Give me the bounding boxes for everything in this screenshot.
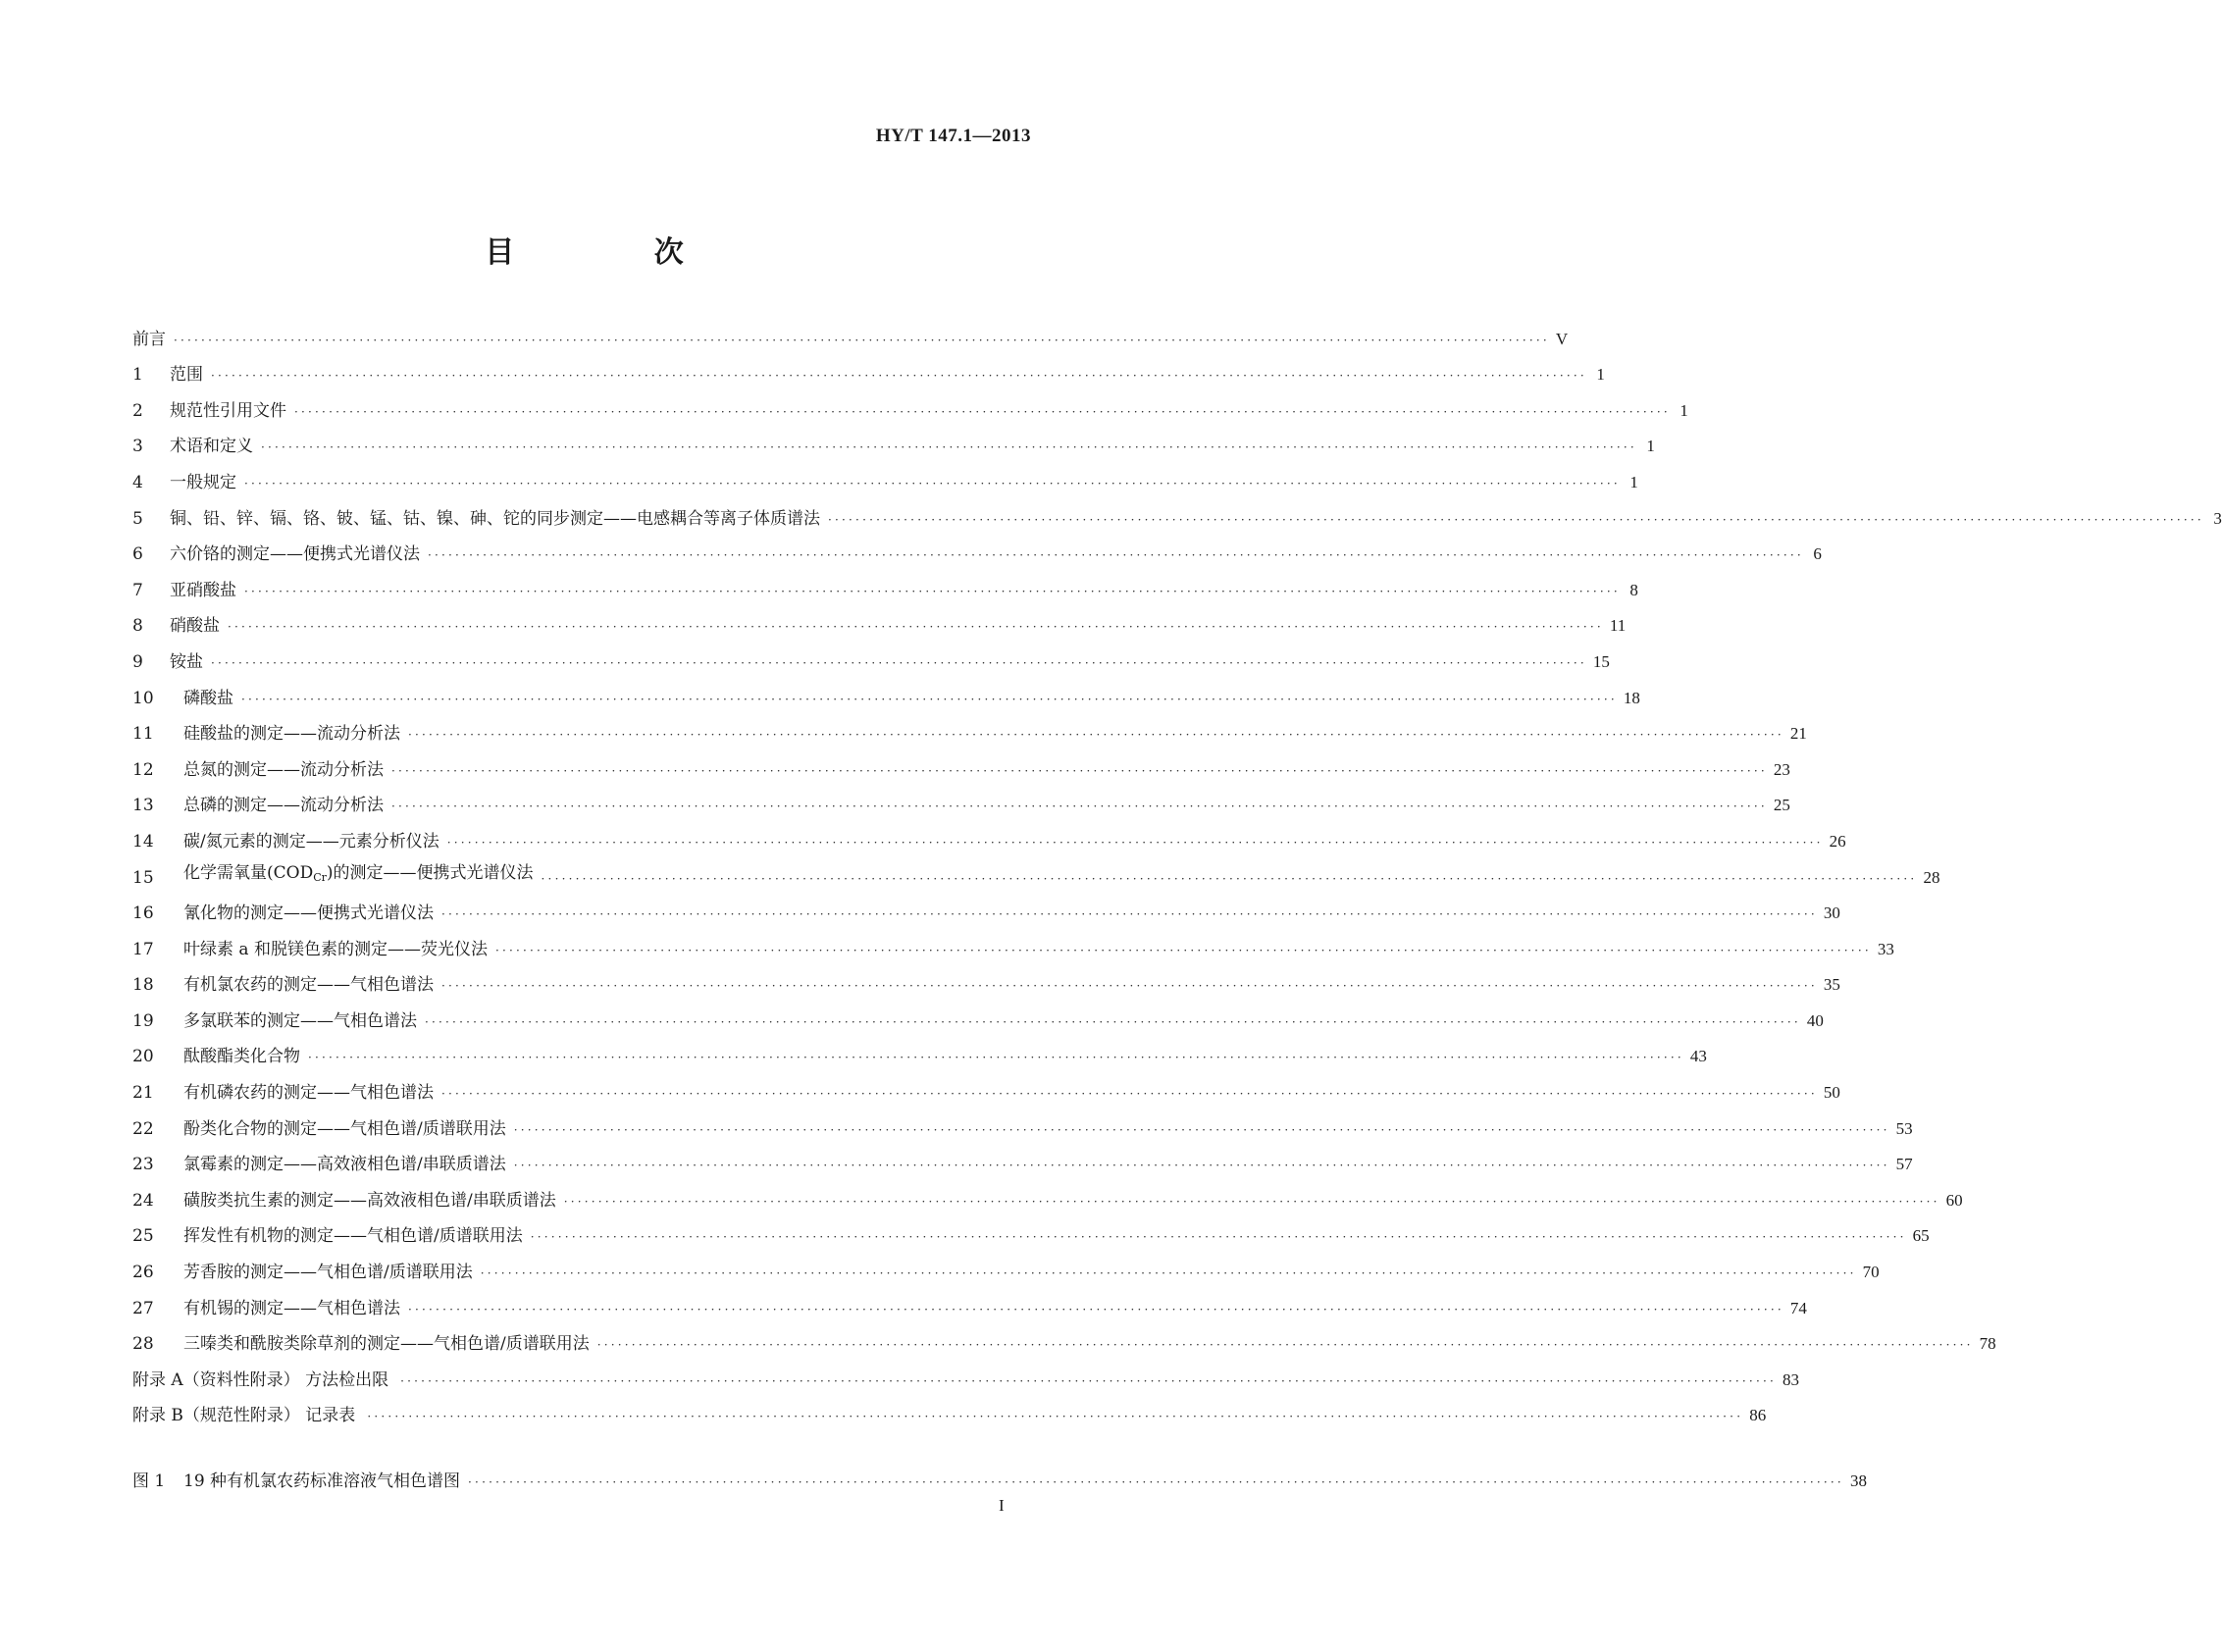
dot-leader: ········································································································································································································ (211, 655, 1587, 670)
dot-leader: ········································································································································································································ (211, 369, 1587, 384)
toc-entry-label: 铵盐 (170, 651, 203, 672)
toc-entry-9[interactable] (132, 637, 1610, 673)
dot-leader: ········································································································································································································ (441, 907, 1818, 922)
figure-number: 图 1 (132, 1471, 166, 1491)
toc-entry-label: 附录 A（资料性附录） 方法检出限 (132, 1369, 389, 1390)
toc-entry-label: 磷酸盐 (183, 688, 233, 708)
toc-entry-12[interactable] (132, 745, 1790, 781)
dot-leader: ········································································································································································································ (530, 1230, 1907, 1245)
toc-entry-number: 16 (132, 903, 154, 924)
toc-entry-label: 铜、铅、锌、镉、铬、铍、锰、钴、镍、砷、铊的同步测定——电感耦合等离子体质谱法 (170, 508, 820, 529)
toc-entry-number: 24 (132, 1190, 154, 1211)
toc-entry-number: 23 (132, 1155, 154, 1175)
dot-leader: ········································································································································································································ (494, 943, 1872, 957)
dot-leader: ········································································································································································································ (446, 835, 1824, 850)
toc-entry-label: 附录 B（规范性附录） 记录表 (132, 1406, 356, 1426)
toc-entry-page: 1 (1596, 365, 1605, 385)
dot-leader: ········································································································································································································ (428, 548, 1804, 563)
toc-entry-label: 酚类化合物的测定——气相色谱/质谱联用法 (183, 1118, 506, 1139)
toc-entry-1[interactable] (132, 350, 1605, 387)
toc-entry-number: 26 (132, 1263, 154, 1283)
toc-entry-label: 有机磷农药的测定——气相色谱法 (183, 1083, 434, 1104)
toc-entry-page: 15 (1592, 651, 1610, 671)
toc-entry-page: 11 (1609, 616, 1627, 636)
toc-entry-14[interactable] (132, 816, 1846, 852)
toc-entry-label: 氯霉素的测定——高效液相色谱/串联质谱法 (183, 1155, 506, 1175)
toc-entry-label: 酞酸酯类化合物 (183, 1047, 300, 1067)
toc-entry-page: 70 (1862, 1263, 1880, 1282)
figure-page: 38 (1849, 1471, 1867, 1490)
dot-leader: ········································································································································································································ (174, 333, 1550, 347)
toc-entry-27[interactable] (132, 1283, 1807, 1319)
toc-entry-page: 60 (1945, 1190, 1963, 1210)
toc-entry-label: 芳香胺的测定——气相色谱/质谱联用法 (183, 1263, 473, 1283)
toc-entry-5[interactable] (132, 493, 2222, 530)
toc-entry-3[interactable] (132, 422, 1655, 458)
label-text: )的测定——便携式光谱仪法 (326, 862, 534, 883)
dot-leader: ········································································································································································································ (828, 512, 2204, 527)
figure-label: 19 种有机氯农药标准溶液气相色谱图 (183, 1471, 461, 1491)
toc-entry-label: 一般规定 (170, 472, 236, 492)
dot-leader: ········································································································································································································ (408, 728, 1784, 743)
standard-number: HY/T 147.1—2013 (875, 126, 1031, 146)
toc-entry-page: 25 (1773, 796, 1790, 815)
toc-entry-26[interactable] (132, 1247, 1880, 1283)
toc-entry-number: 20 (132, 1047, 154, 1067)
toc-entry-label: 总磷的测定——流动分析法 (183, 796, 384, 816)
dot-leader: ········································································································································································································ (408, 1302, 1784, 1316)
dot-leader: ········································································································································································································ (425, 1014, 1801, 1029)
toc-entry-number: 27 (132, 1298, 154, 1318)
page-title: 目 次 (485, 235, 749, 270)
toc-entry-19[interactable] (132, 996, 1824, 1032)
toc-entry-page: 18 (1623, 688, 1640, 707)
toc-entry-label: 总氮的测定——流动分析法 (183, 759, 384, 780)
toc-entry-page: 65 (1912, 1226, 1930, 1246)
toc-entry-number: 15 (132, 867, 154, 888)
toc-entry-number: 6 (132, 544, 143, 565)
toc-entry-label: 有机氯农药的测定——气相色谱法 (183, 975, 434, 996)
dot-leader: ········································································································································································································ (244, 476, 1621, 490)
toc-entry-4[interactable] (132, 457, 1638, 493)
toc-entry-11[interactable] (132, 709, 1807, 746)
figure-list-entry[interactable] (132, 1456, 1867, 1492)
toc-entry-label (183, 862, 534, 889)
toc-entry-page: 78 (1979, 1334, 1996, 1354)
toc-entry-label: 亚硝酸盐 (170, 580, 236, 600)
dot-leader: ········································································································································································································ (596, 1338, 1974, 1353)
dot-leader: ········································································································································································································ (441, 1087, 1818, 1102)
toc-entry-21[interactable] (132, 1067, 1840, 1104)
toc-entry-page: 30 (1823, 903, 1840, 923)
page-number: I (999, 1496, 1005, 1515)
toc-entry-page: 40 (1806, 1010, 1824, 1030)
toc-entry-number: 18 (132, 975, 154, 996)
dot-leader: ········································································································································································································ (367, 1410, 1744, 1424)
toc-entry-appendix-b[interactable] (132, 1391, 1767, 1427)
toc-entry-page: 28 (1923, 867, 1940, 887)
section-spacer (132, 1426, 1035, 1456)
toc-entry-page: 86 (1749, 1406, 1767, 1425)
toc-entry-label: 氰化物的测定——便携式光谱仪法 (183, 903, 434, 924)
toc-entry-24[interactable] (132, 1175, 1963, 1212)
toc-entry-number: 14 (132, 831, 154, 852)
toc-entry-number: 9 (132, 651, 143, 672)
dot-leader: ········································································································································································································ (513, 1159, 1890, 1173)
toc-entry-13[interactable] (132, 781, 1790, 817)
toc-entry-number: 19 (132, 1010, 154, 1031)
toc-entry-number: 13 (132, 796, 154, 816)
toc-entry-page: V (1555, 329, 1569, 348)
table-of-contents (132, 314, 2222, 1492)
toc-entry-23[interactable] (132, 1140, 1913, 1176)
toc-entry-page: 53 (1895, 1118, 1913, 1138)
toc-entry-page: 74 (1789, 1298, 1807, 1317)
toc-entry-label: 碳/氮元素的测定——元素分析仪法 (183, 831, 439, 852)
toc-entry-label: 术语和定义 (170, 437, 253, 457)
toc-entry-label: 范围 (170, 365, 203, 386)
dot-leader: ········································································································································································································ (391, 763, 1768, 778)
toc-entry-22[interactable] (132, 1104, 1913, 1140)
dot-leader: ········································································································································································································ (441, 979, 1818, 994)
toc-entry-label: 硝酸盐 (170, 616, 220, 637)
toc-entry-preface[interactable] (132, 314, 1569, 350)
toc-entry-page: 1 (1646, 437, 1655, 456)
toc-entry-number: 10 (132, 688, 154, 708)
toc-entry-page: 33 (1877, 939, 1894, 958)
dot-leader: ········································································································································································································ (228, 620, 1604, 635)
dot-leader: ········································································································································································································ (541, 871, 1918, 886)
toc-entry-16[interactable] (132, 889, 1840, 925)
toc-entry-label: 挥发性有机物的测定——气相色谱/质谱联用法 (183, 1226, 523, 1247)
toc-entry-label: 多氯联苯的测定——气相色谱法 (183, 1010, 417, 1031)
dot-leader: ········································································································································································································ (400, 1373, 1777, 1388)
subscript-text: Cr (313, 870, 327, 884)
toc-entry-18[interactable] (132, 960, 1840, 997)
dot-leader: ········································································································································································································ (480, 1266, 1857, 1281)
toc-entry-number: 12 (132, 759, 154, 780)
toc-entry-label: 三嗪类和酰胺类除草剂的测定——气相色谱/质谱联用法 (183, 1334, 590, 1355)
dot-leader: ········································································································································································································ (563, 1194, 1940, 1209)
toc-entry-page: 3 (2213, 508, 2222, 528)
toc-entry-25[interactable] (132, 1212, 1930, 1248)
toc-entry-page: 21 (1789, 724, 1807, 744)
dot-leader: ········································································································································································································ (261, 440, 1637, 455)
toc-entry-page: 6 (1813, 544, 1822, 564)
toc-entry-page: 43 (1689, 1047, 1707, 1066)
label-text: 化学需氧量(COD (183, 862, 314, 883)
toc-entry-page: 26 (1829, 831, 1846, 851)
toc-entry-17[interactable] (132, 924, 1894, 960)
toc-entry-28[interactable] (132, 1319, 1996, 1356)
toc-entry-number: 5 (132, 508, 143, 529)
toc-entry-label: 磺胺类抗生素的测定——高效液相色谱/串联质谱法 (183, 1190, 556, 1211)
toc-entry-7[interactable] (132, 565, 1638, 601)
toc-entry-15[interactable] (132, 852, 1940, 889)
dot-leader: ········································································································································································································ (294, 404, 1671, 419)
toc-entry-label: 规范性引用文件 (170, 400, 286, 421)
toc-entry-label: 前言 (132, 329, 166, 349)
toc-entry-10[interactable] (132, 673, 1640, 709)
toc-entry-label: 六价铬的测定——便携式光谱仪法 (170, 544, 420, 565)
toc-entry-number: 22 (132, 1118, 154, 1139)
toc-entry-number: 3 (132, 437, 143, 457)
dot-leader: ········································································································································································································ (244, 584, 1621, 598)
toc-entry-label: 有机锡的测定——气相色谱法 (183, 1298, 400, 1318)
toc-entry-number: 28 (132, 1334, 154, 1355)
dot-leader: ········································································································································································································ (513, 1122, 1890, 1137)
toc-entry-label: 硅酸盐的测定——流动分析法 (183, 724, 400, 745)
toc-entry-number: 8 (132, 616, 143, 637)
toc-entry-2[interactable] (132, 386, 1688, 422)
toc-entry-page: 50 (1823, 1083, 1840, 1103)
toc-entry-number: 17 (132, 939, 154, 959)
toc-entry-number: 21 (132, 1083, 154, 1104)
dot-leader: ········································································································································································································ (308, 1051, 1684, 1065)
dot-leader: ········································································································································································································ (468, 1475, 1844, 1489)
toc-entry-page: 1 (1679, 400, 1688, 420)
toc-entry-page: 57 (1895, 1155, 1913, 1174)
toc-entry-number: 11 (132, 724, 154, 745)
toc-entry-page: 8 (1629, 580, 1638, 599)
toc-entry-appendix-a[interactable] (132, 1355, 1799, 1391)
toc-entry-20[interactable] (132, 1032, 1707, 1068)
toc-entry-number: 7 (132, 580, 143, 600)
toc-entry-number: 25 (132, 1226, 154, 1247)
toc-entry-page: 35 (1823, 975, 1840, 995)
toc-entry-label: 叶绿素 a 和脱镁色素的测定——荧光仪法 (183, 939, 488, 959)
toc-entry-page: 1 (1629, 472, 1638, 491)
toc-entry-number: 2 (132, 400, 143, 421)
toc-entry-page: 23 (1773, 759, 1790, 779)
dot-leader: ········································································································································································································ (391, 800, 1768, 814)
toc-entry-number: 4 (132, 472, 143, 492)
toc-entry-8[interactable] (132, 601, 1627, 638)
toc-entry-number: 1 (132, 365, 143, 386)
toc-entry-page: 83 (1782, 1369, 1799, 1389)
dot-leader: ········································································································································································································ (241, 692, 1618, 706)
toc-entry-6[interactable] (132, 530, 1822, 566)
